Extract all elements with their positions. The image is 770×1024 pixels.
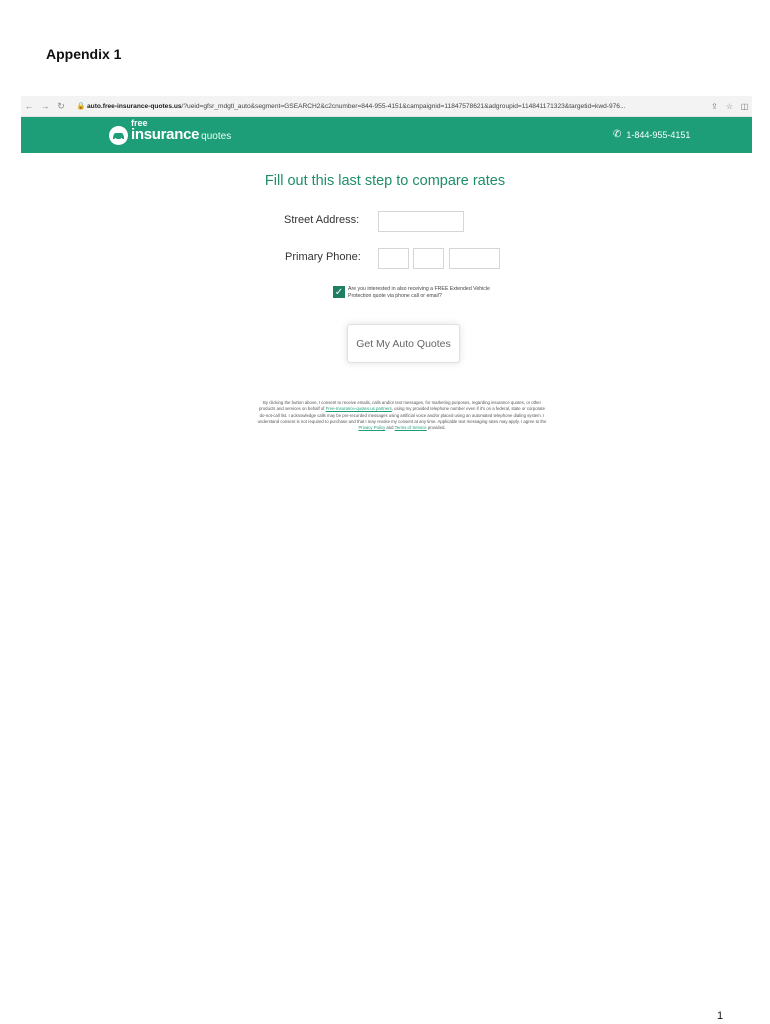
share-icon[interactable]: ⇪	[711, 101, 718, 111]
browser-toolbar	[21, 96, 752, 117]
header-phone-link[interactable]	[613, 129, 690, 140]
logo-quotes-text: quotes	[201, 131, 232, 142]
site-logo[interactable]	[109, 118, 232, 148]
site-header	[21, 117, 752, 153]
forward-arrow-icon[interactable]: →	[40, 101, 50, 111]
url-host: auto.free-insurance-quotes.us	[87, 102, 182, 110]
form-title: Fill out this last step to compare rates	[264, 173, 506, 189]
terms-of-service-link[interactable]: Terms of Service	[394, 425, 427, 431]
logo-free-text: free	[131, 118, 148, 128]
street-address-label: Street Address:	[284, 214, 360, 226]
phone-prefix-input[interactable]	[413, 248, 444, 269]
disclaimer-text-2: , using my provided telephone number even if it's on a federal, state or corporate do-not-call list. I acknowledge calls may be pre-recorded messages using artificial voice and/or placed using an automated telephone dialing system. I understand consent is not required to purchase and that I may revoke my consent at any time. Applicable text messaging rates may apply. I agree to the	[257, 406, 547, 424]
street-address-input[interactable]	[378, 211, 464, 232]
phone-icon: ✆	[613, 129, 622, 140]
checkmark-icon: ✓	[334, 286, 344, 298]
tcpa-disclaimer	[257, 400, 547, 431]
lock-icon: 🔒	[76, 103, 86, 110]
address-bar[interactable]	[87, 103, 707, 110]
get-quotes-button[interactable]: Get My Auto Quotes	[347, 324, 460, 363]
phone-area-code-input[interactable]	[378, 248, 409, 269]
extended-protection-consent	[333, 286, 493, 300]
privacy-policy-link[interactable]: Privacy Policy	[358, 425, 386, 431]
consent-checkbox-label: Are you interested in also receiving a FREE Extended Vehicle Protection quote via phone call or email?	[348, 286, 490, 299]
car-logo-icon	[109, 126, 128, 145]
back-arrow-icon[interactable]: ←	[24, 101, 34, 111]
disclaimer-text-1: By clicking the button above, I consent to receive emails, calls and/or text messages, for marketing purposes, regarding insurance quotes, or other products and services on behalf of	[258, 400, 541, 412]
bookmark-star-icon[interactable]: ☆	[725, 101, 734, 111]
primary-phone-label: Primary Phone:	[285, 251, 361, 263]
sidebar-toggle-icon[interactable]: ◫	[740, 101, 749, 111]
logo-wordmark	[131, 118, 232, 143]
phone-number: 1-844-955-4151	[626, 129, 691, 140]
reload-icon[interactable]: ↻	[57, 100, 65, 111]
partners-link[interactable]: Free-Insurance-quotes.us partners	[325, 406, 392, 412]
consent-checkbox[interactable]	[333, 286, 345, 298]
url-path: /?ueid=gfsr_mdgtl_auto&segment=GSEARCH2&c2cnumber=844-955-4151&campaignid=11847578621&adgroupid=114841171323&targetid=kwd-976...	[181, 102, 626, 110]
appendix-heading: Appendix 1	[46, 46, 122, 62]
disclaimer-text-4: provided.	[426, 425, 446, 431]
page-number: 1	[717, 1010, 724, 1022]
disclaimer-text-3: and	[385, 425, 395, 431]
phone-line-number-input[interactable]	[449, 248, 500, 269]
logo-insurance-text: insurance	[131, 126, 200, 143]
